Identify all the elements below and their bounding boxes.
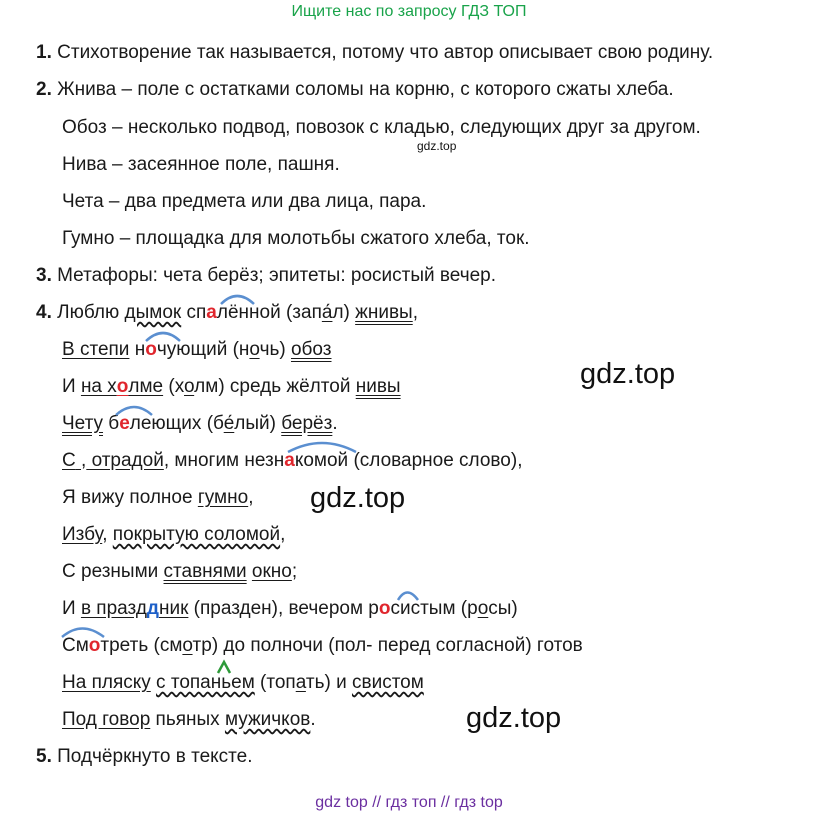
text: о [116,376,129,397]
text: лм) средь жёлтой [194,376,356,397]
definition-oboz: Обоз – несколько подвод, повозок с кладью, следующих друг за другом. [62,117,701,138]
text: тр) до полночи (пол- перед согласной) готов [192,635,583,656]
text: леющих (б [129,413,224,434]
text: гумно [197,487,249,508]
text: о [378,598,391,619]
text: (х [163,376,185,397]
answer-5 [36,746,253,768]
text: отрадой [86,450,164,471]
poem-line-10 [62,635,583,657]
poem-line-11 [62,672,424,694]
text: л) [332,302,356,323]
text: о [88,635,101,656]
answer-text: Метафоры: чета берёз; эпитеты: росистый вечер. [57,265,497,286]
watermark: gdz.top [310,482,406,514]
text: а [295,672,306,693]
definition-niva: Нива – засеянное поле, пашня. [62,154,340,175]
answer-number: 1. [36,42,52,63]
text: (топ [254,672,296,693]
text: , [248,487,254,508]
text: лённой (зап [216,302,322,323]
text: обоз [290,339,332,360]
text: ник [158,598,189,619]
text: нивы [355,376,401,397]
footer-links[interactable]: gdz top // гдз топ // гдз top [315,794,503,811]
text: лме [128,376,164,397]
text: н [129,339,146,360]
poem-line-7 [62,524,285,546]
text: Я вижу полное [62,487,198,508]
watermark: gdz.top [466,702,562,734]
text: о [477,598,489,619]
text: а́ [321,302,333,323]
text: , [102,524,113,545]
text: Чету [62,413,104,434]
poem-line-3 [62,376,401,398]
text: , [81,450,87,471]
text: е́ [223,413,235,434]
text: мужичков [224,709,311,730]
text: треть (см [100,635,183,656]
text: ставнями [163,561,247,582]
text: , [412,302,418,323]
answer-2 [36,79,674,101]
text: а [284,450,295,471]
text: . [332,413,338,434]
text: о [145,339,157,360]
text: о [184,376,195,397]
poem-line-2 [62,339,332,361]
text: берёз [281,413,333,434]
text: в празд [80,598,147,619]
text: чующий (н [156,339,250,360]
poem-line-1 [36,302,418,324]
poem-line-8 [62,561,297,583]
text: (празден), вечером р [188,598,379,619]
text: б [103,413,120,434]
text: комой (словарное слово), [294,450,523,471]
text: д [146,598,159,619]
text: о [249,339,260,360]
text: И [62,376,81,397]
answer-number: 2. [36,79,52,100]
poem-line-4 [62,413,338,435]
answer-number: 3. [36,265,52,286]
text: В степи [62,339,130,360]
text: е [119,413,130,434]
watermark: gdz.top [580,358,676,390]
top-banner[interactable]: Ищите нас по запросу ГДЗ ТОП [291,3,527,20]
watermark-small: gdz.top [417,139,457,153]
text: покрытую соломой [112,524,281,545]
answer-1 [36,42,713,64]
answer-text: Подчёркнуто в тексте. [57,746,253,767]
text: на х [80,376,117,397]
answer-text: Стихотворение так называется, потому что автор описывает свою родину. [57,42,714,63]
text: систым (р [390,598,478,619]
text: пьяных [150,709,225,730]
definition-gumno: Гумно – площадка для молотьбы сжатого хлеба, ток. [62,228,530,249]
text: с топаньем [156,672,255,693]
text: , [280,524,286,545]
answer-number: 5. [36,746,52,767]
answer-text: Жнива – поле с остатками соломы на корню, с которого сжаты хлеба. [57,79,674,100]
text: свистом [351,672,424,693]
poem-line-12 [62,709,316,731]
text: сы) [488,598,518,619]
text: , многим незн [163,450,285,471]
text: ть) и [305,672,352,693]
poem-line-9 [62,598,518,620]
answer-3 [36,265,496,287]
text: На пляску [62,672,151,693]
definition-cheta: Чета – два предмета или два лица, пара. [62,191,427,212]
text: Избу [62,524,103,545]
text: С резными [62,561,164,582]
text: дымок [124,302,182,323]
text: Под говор [62,709,151,730]
text: См [62,635,89,656]
text: Люблю [57,302,125,323]
text: лый) [234,413,282,434]
poem-line-5 [62,450,522,472]
text: жнивы [355,302,413,323]
text: ; [291,561,298,582]
text: сп [181,302,207,323]
text: И [62,598,81,619]
answer-number: 4. [36,302,52,323]
text: о [182,635,193,656]
poem-line-6 [62,487,253,509]
text: С [62,450,76,471]
text: . [310,709,316,730]
text: чь) [259,339,291,360]
text: а [206,302,217,323]
text: окно [251,561,292,582]
